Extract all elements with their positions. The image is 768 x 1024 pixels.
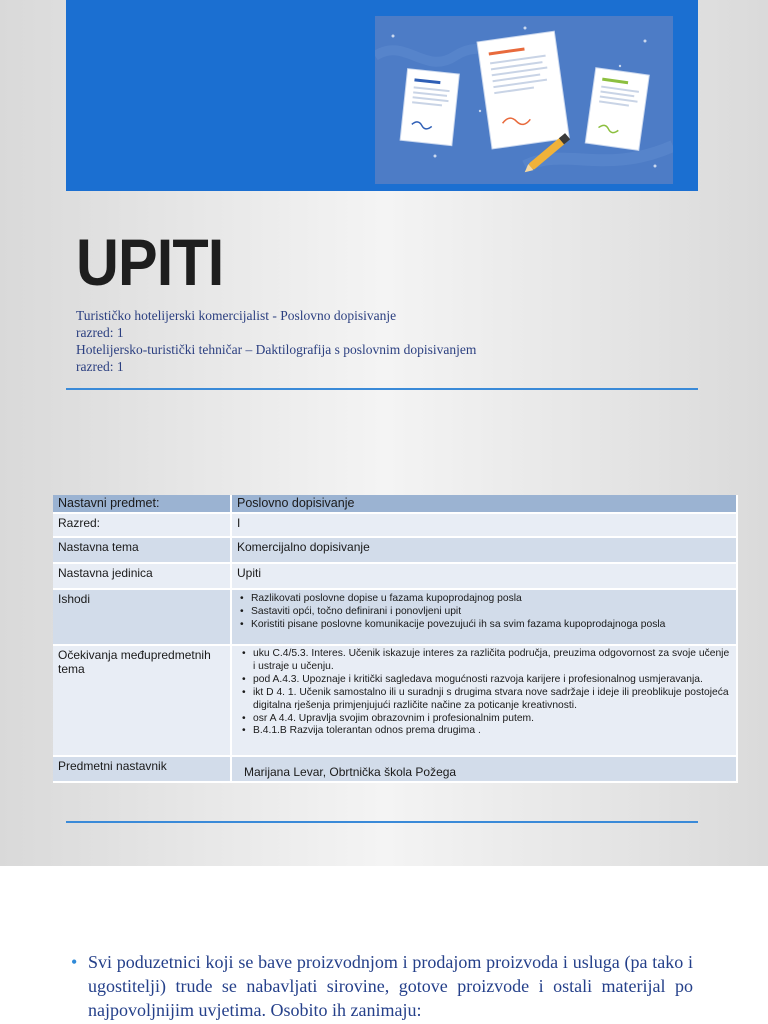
list-item: • pod A.4.3. Upoznaje i kritički sagledava mogućnosti razvoja karijere i profesionalnog usmjeravanja.: [253, 674, 731, 687]
subtitle-line: Turističko hotelijerski komercijalist - Poslovno dopisivanje: [76, 308, 397, 323]
subtitle-block: [76, 307, 476, 375]
table-value-cell: [232, 646, 738, 757]
table-row: [53, 495, 738, 514]
subtitle-line: razred: 1: [76, 359, 124, 374]
table-value-cell: Upiti: [232, 564, 738, 590]
lesson-info-table: [53, 495, 738, 783]
list-item: • Sastaviti opći, točno definirani i ponovljeni upit: [251, 605, 731, 618]
slide-lesson-table: [0, 432, 768, 866]
list-item: • Koristiti pisane poslovne komunikacije povezujući ih sa svim fazama kupoprodajnoga posla: [251, 618, 731, 631]
ishodi-list: [237, 592, 731, 631]
table-row: [53, 590, 738, 646]
slide-body-text: [0, 866, 768, 1024]
table-value-cell: Marijana Levar, Obrtnička škola Požega: [232, 757, 738, 783]
table-label-cell: Nastavna jedinica: [53, 564, 232, 590]
documents-with-pen-icon: [375, 16, 673, 184]
table-value-cell: [232, 590, 738, 646]
table-label-cell: Nastavna tema: [53, 538, 232, 564]
table-row: [53, 514, 738, 538]
body-paragraph: Svi poduzetnici koji se bave proizvodnjom i prodajom proizvoda i usluga (pa tako i ugostitelji) trude se nabavljati sirovine, gotove proizvode i ostali materijal po najpovoljnijim uvjetima. Osobito ih zanimaju:: [88, 952, 693, 1020]
table-header-cell: Poslovno dopisivanje: [232, 495, 738, 514]
table-row: [53, 538, 738, 564]
table-value-cell: I: [232, 514, 738, 538]
list-item: • Razlikovati poslovne dopise u fazama kupoprodajnog posla: [251, 592, 731, 605]
divider-line: [66, 821, 698, 823]
table-row: [53, 757, 738, 783]
table-label-cell: Ishodi: [53, 590, 232, 646]
ocekivanja-list: [237, 648, 731, 738]
table-row: [53, 646, 738, 757]
table-header-cell: Nastavni predmet:: [53, 495, 232, 514]
table-label-cell: Razred:: [53, 514, 232, 538]
bullet-icon: •: [71, 952, 78, 972]
documents-illustration: [375, 16, 673, 184]
table-label-cell: Predmetni nastavnik: [53, 757, 232, 783]
divider-line: [66, 388, 698, 390]
table-value-cell: Komercijalno dopisivanje: [232, 538, 738, 564]
list-item: • uku C.4/5.3. Interes. Učenik iskazuje interes za različita područja, preuzima odgovornost za svoje učenje i ustraje u učenju.: [253, 648, 731, 674]
list-item: • ikt D 4. 1. Učenik samostalno ili u suradnji s drugima stvara nove sadržaje i ideje ili preoblikuje postojeća digitalna rješenja primjenjujući različite načine za poticanje kreativnosti.: [253, 687, 731, 713]
subtitle-line: razred: 1: [76, 325, 124, 340]
slide-title: [0, 0, 768, 432]
table-row: [53, 564, 738, 590]
slide-title-text: UPITI: [76, 225, 224, 299]
list-item: • osr A 4.4. Upravlja svojim obrazovnim i profesionalnim putem.: [253, 713, 731, 726]
subtitle-line: Hotelijersko-turistički tehničar – Daktilografija s poslovnim dopisivanjem: [76, 342, 477, 357]
list-item: • B.4.1.B Razvija tolerantan odnos prema drugima .: [253, 725, 731, 738]
table-label-cell: Očekivanja međupredmetnih tema: [53, 646, 232, 757]
